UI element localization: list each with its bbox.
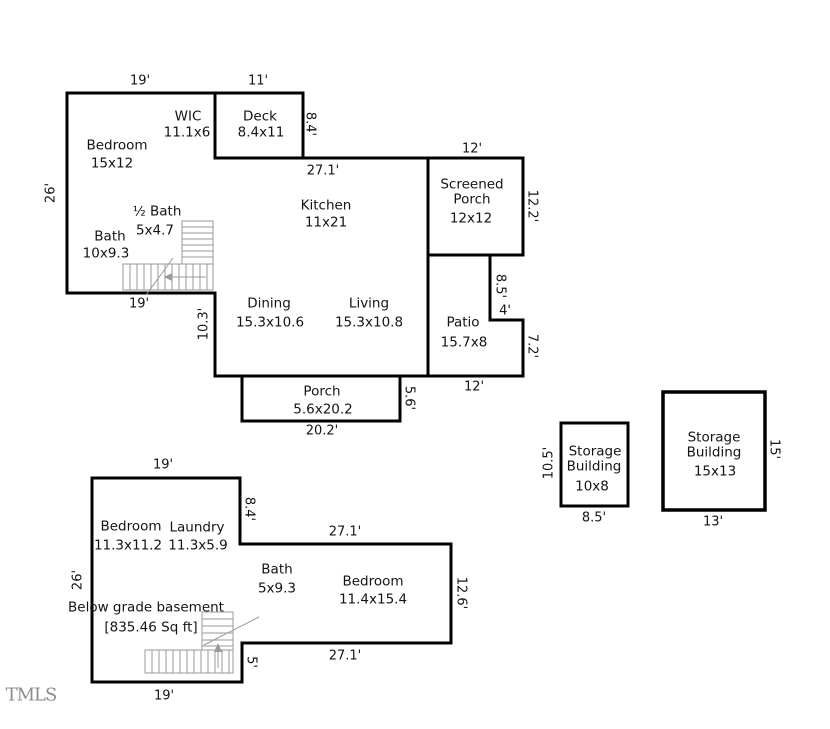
room-size-basement-bedroom2: 11.4x15.4 (338, 591, 408, 608)
storage-small-label-2: Building (566, 458, 622, 475)
dim-left-height: 26' (43, 182, 59, 204)
dim-patio-notch-width: 4' (499, 303, 511, 319)
basement-note-line2: [835.46 Sq ft] (104, 619, 198, 636)
room-label-laundry: Laundry (169, 519, 225, 536)
basement-plan (68, 458, 468, 704)
dim-patio-upper-height: 8.5' (492, 273, 508, 299)
dim-patio-lower-height: 7.2' (524, 333, 540, 359)
dim-screened-porch-width: 12' (461, 141, 483, 157)
dim-basement-upper-right-height: 8.4' (241, 496, 257, 522)
storage-buildings (542, 392, 782, 530)
dim-storage-small-width: 8.5' (581, 510, 607, 526)
dim-basement-step-height: 5' (243, 656, 259, 668)
room-size-half-bath: 5x4.7 (135, 222, 175, 239)
dim-storage-large-width: 13' (702, 514, 724, 530)
stair-break-line (204, 617, 259, 645)
room-size-wic: 11.1x6 (163, 124, 211, 141)
dim-basement-left-height: 26' (70, 569, 86, 591)
room-size-patio: 15.7x8 (440, 334, 488, 351)
room-size-basement-bath: 5x9.3 (257, 580, 297, 597)
room-size-kitchen: 11x21 (304, 214, 348, 231)
room-size-screened-porch: 12x12 (449, 210, 493, 227)
room-size-basement-bedroom: 11.3x11.2 (93, 537, 163, 554)
room-size-bedroom: 15x12 (90, 155, 134, 172)
dim-storage-large-height: 15' (766, 438, 782, 460)
dim-basement-bottom-width: 19' (153, 688, 175, 704)
room-size-dining: 15.3x10.6 (235, 314, 305, 331)
room-label-screened-porch-1: Screened (440, 176, 504, 193)
storage-large-size: 15x13 (693, 463, 737, 480)
dim-wing-right-height: 12.6' (453, 576, 469, 610)
dim-deck-width: 11' (247, 73, 269, 89)
dim-wing-bottom-width: 27.1' (328, 648, 362, 664)
dim-top-left-width: 19' (129, 73, 151, 89)
tmls-watermark: TMLS (5, 684, 57, 706)
room-label-bath: Bath (94, 228, 126, 245)
room-size-deck: 8.4x11 (237, 124, 285, 141)
room-label-basement-bedroom: Bedroom (100, 518, 162, 535)
room-size-bath: 10x9.3 (82, 245, 130, 262)
room-size-living: 15.3x10.8 (334, 314, 404, 331)
dim-kitchen-width: 27.1' (306, 163, 340, 179)
dim-step-height: 10.3' (196, 307, 212, 341)
dim-bedroom-block-bottom: 19' (128, 296, 150, 312)
room-size-porch: 5.6x20.2 (293, 401, 353, 418)
dim-deck-height: 8.4' (302, 111, 318, 137)
room-label-porch: Porch (303, 383, 341, 400)
storage-large-label-1: Storage (687, 429, 741, 446)
storage-small-label-1: Storage (568, 443, 622, 460)
room-label-deck: Deck (243, 108, 277, 125)
dim-storage-small-height: 10.5' (541, 446, 557, 480)
dim-porch-height: 5.6' (401, 385, 417, 411)
room-label-wic: WIC (174, 108, 202, 125)
dim-basement-top-width: 19' (152, 457, 174, 473)
room-label-basement-bath: Bath (261, 561, 293, 578)
basement-note-line1: Below grade basement (68, 599, 224, 616)
dim-wing-top-width: 27.1' (328, 524, 362, 540)
main-floor-plan (44, 74, 540, 439)
room-label-dining: Dining (247, 295, 291, 312)
room-label-basement-bedroom2: Bedroom (342, 573, 404, 590)
storage-small-size: 10x8 (575, 478, 609, 495)
dim-screened-porch-height: 12.2' (524, 189, 540, 223)
room-label-living: Living (348, 295, 390, 312)
stair-arrowhead (214, 643, 222, 652)
room-label-half-bath: ½ Bath (132, 203, 182, 220)
storage-large-label-2: Building (686, 444, 742, 461)
room-size-laundry: 11.3x5.9 (168, 537, 228, 554)
room-label-kitchen: Kitchen (300, 197, 352, 214)
dim-patio-width: 12' (463, 379, 485, 395)
room-label-bedroom: Bedroom (86, 137, 148, 154)
room-label-screened-porch-2: Porch (453, 191, 491, 208)
dim-porch-width: 20.2' (305, 423, 339, 439)
room-label-patio: Patio (446, 314, 480, 331)
